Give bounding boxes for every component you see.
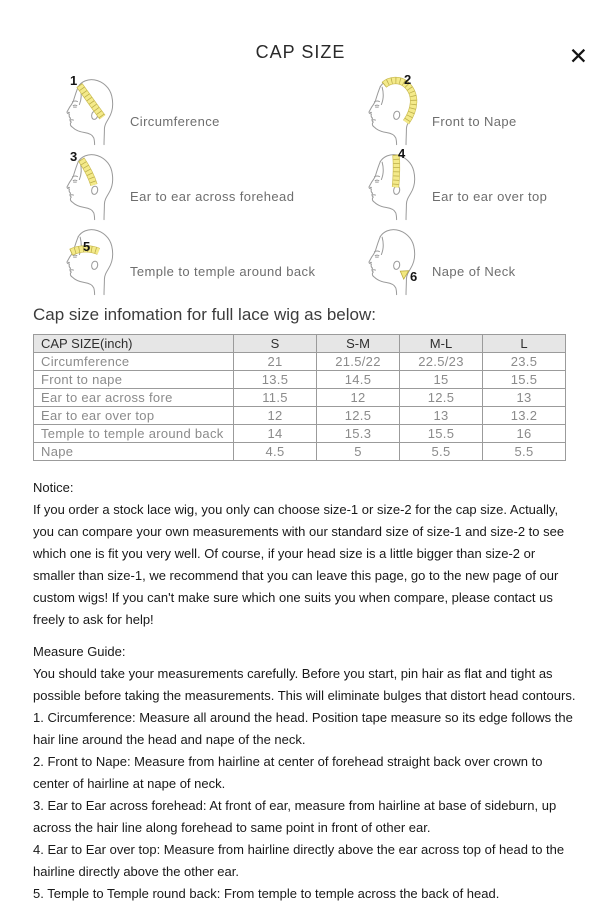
table-row: [34, 353, 566, 371]
table-cell: 15.5: [483, 371, 566, 389]
table-row: [34, 389, 566, 407]
guide-line: 4. Ear to Ear over top: Measure from hairline directly above the ear across top of head to the hairline directly above the other ear.: [33, 842, 565, 879]
page-title: CAP SIZE: [255, 42, 346, 62]
figure-ear-to-ear-over-top: [360, 145, 601, 225]
table-cell: 5.5: [483, 443, 566, 461]
figure-label: Front to Nape: [432, 114, 517, 129]
guide-line: 2. Front to Nape: Measure from hairline at center of forehead straight back over crown to center of hairline at nape of neck.: [33, 754, 543, 791]
table-cell: 13: [400, 407, 483, 425]
table-cell: 15.3: [317, 425, 400, 443]
figure-number: 3: [70, 148, 78, 164]
table-cell: 22.5/23: [400, 353, 483, 371]
table-cell: 16: [483, 425, 566, 443]
measure-guide-heading: Measure Guide:: [33, 644, 126, 659]
figure-number: 1: [70, 72, 78, 88]
table-cell: 5: [317, 443, 400, 461]
head-nape-icon: [360, 226, 422, 300]
figure-label: Nape of Neck: [432, 264, 516, 279]
table-row-label: Circumference: [34, 353, 234, 371]
table-column-header: S-M: [317, 335, 400, 353]
figure-number: 5: [83, 238, 91, 254]
table-cell: 13.2: [483, 407, 566, 425]
figure-nape: [360, 225, 601, 300]
table-cell: 4.5: [234, 443, 317, 461]
figure-circumference: [58, 72, 360, 150]
table-cell: 14: [234, 425, 317, 443]
head-temple-to-temple-icon: [58, 226, 120, 300]
size-table: [33, 334, 566, 461]
table-cell: 21: [234, 353, 317, 371]
guide-line: 1. Circumference: Measure all around the head. Position tape measure so its edge follows the hair line around the head and nape of the neck.: [33, 710, 573, 747]
table-row: [34, 443, 566, 461]
head-circumference-icon: [58, 72, 120, 150]
figure-label: Temple to temple around back: [130, 264, 316, 279]
guide-line: 5. Temple to Temple round back: From temple to temple across the back of head.: [33, 886, 500, 901]
table-cell: 12: [317, 389, 400, 407]
measurement-figures: [58, 71, 601, 300]
notice-body: If you order a stock lace wig, you only can choose size-1 or size-2 for the cap size. Actually, you can compare your own measurements with our standard size of size-1 and size-2 to see which one is fit you very well. Of course, if your head size is a little bigger than size-2 or smaller than size-1, we recommend that you can leave this page, go to the new page of our custom wigs! If you can't make sure which one suits you when compare, please contact us freely to ask for help!: [33, 502, 565, 627]
table-row: [34, 425, 566, 443]
table-cell: 15: [400, 371, 483, 389]
head-ear-to-ear-forehead-icon: [58, 148, 120, 225]
head-ear-to-ear-over-top-icon: [360, 145, 422, 225]
table-cell: 11.5: [234, 389, 317, 407]
table-column-header: S: [234, 335, 317, 353]
figure-number: 4: [398, 145, 406, 161]
table-cell: 21.5/22: [317, 353, 400, 371]
table-row-label: Ear to ear across fore: [34, 389, 234, 407]
table-row: [34, 407, 566, 425]
table-cell: 12.5: [400, 389, 483, 407]
section-heading: Cap size infomation for full lace wig as below:: [33, 305, 376, 324]
guide-line: 3. Ear to Ear across forehead: At front of ear, measure from hairline at base of sideburn, up across the hair line along forehead to same point in front of other ear.: [33, 798, 557, 835]
close-icon[interactable]: ✕: [568, 44, 588, 70]
measure-guide-section: [33, 641, 577, 905]
figure-temple-to-temple: [58, 225, 360, 300]
table-row: [34, 371, 566, 389]
table-cell: 12.5: [317, 407, 400, 425]
figure-front-to-nape: [360, 71, 601, 150]
figure-number: 2: [404, 71, 412, 87]
figure-ear-to-ear-forehead: [58, 150, 360, 225]
table-cell: 12: [234, 407, 317, 425]
table-column-header: M-L: [400, 335, 483, 353]
figure-label: Ear to ear over top: [432, 189, 548, 204]
table-cell: 13.5: [234, 371, 317, 389]
table-row-label: Front to nape: [34, 371, 234, 389]
table-column-header: CAP SIZE(inch): [34, 335, 234, 353]
figure-number: 6: [410, 268, 418, 284]
table-cell: 13: [483, 389, 566, 407]
figure-label: Ear to ear across forehead: [130, 189, 295, 204]
table-cell: 5.5: [400, 443, 483, 461]
guide-line: You should take your measurements carefully. Before you start, pin hair as flat and tight as possible before taking the measurements. This will eliminate bulges that distort head contours.: [33, 666, 576, 703]
figure-label: Circumference: [130, 114, 220, 129]
notice-section: [33, 477, 577, 631]
table-row-label: Ear to ear over top: [34, 407, 234, 425]
table-cell: 14.5: [317, 371, 400, 389]
table-column-header: L: [483, 335, 566, 353]
table-cell: 23.5: [483, 353, 566, 371]
head-front-to-nape-icon: [360, 71, 422, 150]
table-row-label: Nape: [34, 443, 234, 461]
measure-guide-lines: [33, 663, 577, 905]
table-row-label: Temple to temple around back: [34, 425, 234, 443]
table-cell: 15.5: [400, 425, 483, 443]
cap-size-modal: [0, 42, 601, 905]
notice-heading: Notice:: [33, 480, 74, 495]
